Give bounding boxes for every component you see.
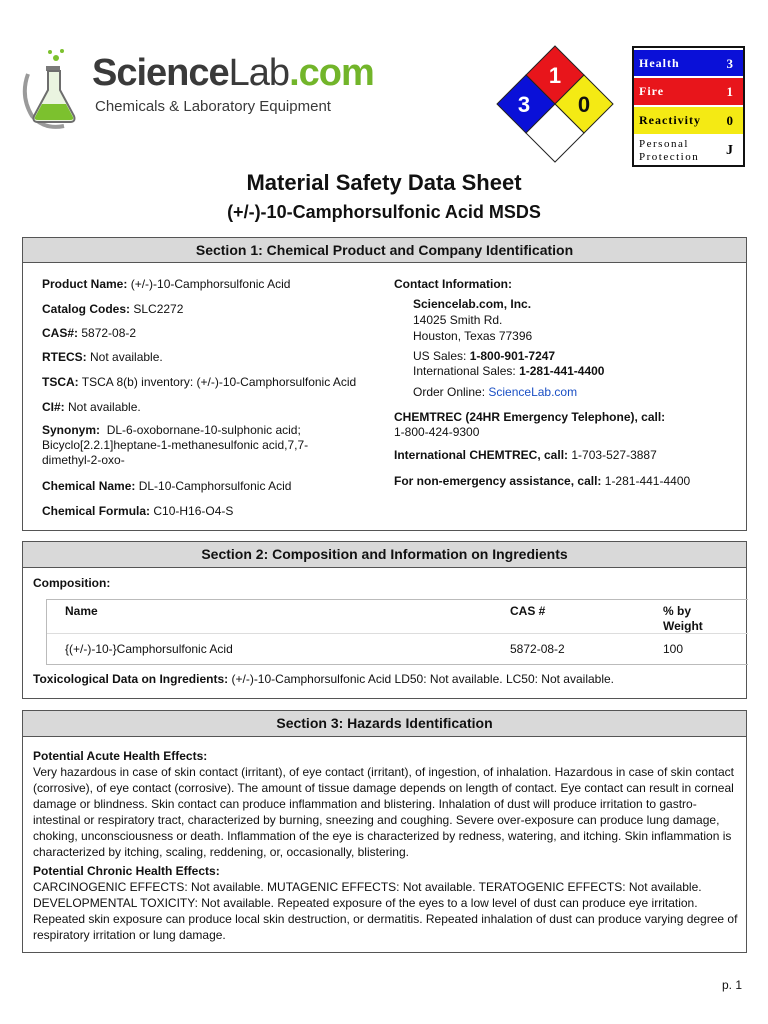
product-name-field: Product Name: (+/-)-10-Camphorsulfonic Acid bbox=[42, 277, 291, 291]
hmis-fire-value: 1 bbox=[726, 84, 733, 99]
document-title: Material Safety Data Sheet bbox=[246, 170, 522, 195]
hmis-reactivity-value: 0 bbox=[726, 113, 733, 128]
hmis-health-label: Health bbox=[639, 56, 680, 70]
order-online-field: Order Online: ScienceLab.com bbox=[413, 385, 578, 399]
hmis-personal-protection-label: Personal Protection bbox=[639, 138, 700, 163]
section-2 bbox=[22, 541, 747, 699]
hmis-label bbox=[632, 46, 745, 167]
section-1 bbox=[22, 237, 747, 531]
acute-health-effects bbox=[33, 748, 738, 860]
acute-health-effects-label: Potential Acute Health Effects: bbox=[33, 749, 208, 763]
hmis-fire-row bbox=[634, 78, 743, 105]
hmis-health-row bbox=[634, 50, 743, 76]
section-2-heading: Section 2: Composition and Information on Ingredients bbox=[23, 542, 746, 568]
nfpa-diamond bbox=[496, 44, 614, 164]
table-row-divider bbox=[47, 633, 748, 634]
contact-company: Sciencelab.com, Inc. bbox=[413, 297, 532, 311]
column-header-cas: CAS # bbox=[510, 604, 546, 618]
chronic-health-effects-text: CARCINOGENIC EFFECTS: Not available. MUTAGENIC EFFECTS: Not available. TERATOGENIC EFFECTS: Not available. DEVELOPMENTAL TOXICITY: Not available. Repeated exposure of the eyes to a low level of dust can produce eye irritation. Repeated skin exposure can produce local skin destruction, or dermatitis. Repeated inhalation of dust can produce varying degree of respiratory irritation or lung damage. bbox=[33, 880, 738, 942]
nfpa-fire-value: 1 bbox=[548, 63, 562, 88]
rtecs-field: RTECS: Not available. bbox=[42, 350, 163, 364]
cas-field: CAS#: 5872-08-2 bbox=[42, 326, 137, 340]
acute-health-effects-text: Very hazardous in case of skin contact (irritant), of eye contact (irritant), of ingestion, of inhalation. Hazardous in case of skin contact (corrosive), of eye contact (corrosive). The amount of tissue damage depends on length of contact. Eye contact can result in corneal damage or blindness. Skin contact can produce inflammation and blistering. Inhalation of dust will produce irritation to gastro-intestinal or respiratory tract, characterized by burning, sneezing and coughing. Severe over-exposure can produce lung damage, choking, unconsciousness or death. Inflammation of the eye is characterized by redness, watering, and itching. Skin inflammation is characterized by itching, scaling, reddening, or, occasionally, blistering. bbox=[33, 765, 735, 859]
chemical-name-field: Chemical Name: DL-10-Camphorsulfonic Acid bbox=[42, 479, 292, 493]
nfpa-health-value: 3 bbox=[517, 92, 531, 117]
page-number: p. 1 bbox=[722, 978, 743, 992]
section-3-heading: Section 3: Hazards Identification bbox=[23, 711, 746, 737]
table-cell-weight: 100 bbox=[663, 642, 684, 656]
composition-label: Composition: bbox=[33, 576, 111, 590]
tsca-field: TSCA: TSCA 8(b) inventory: (+/-)-10-Camphorsulfonic Acid bbox=[42, 375, 357, 389]
sciencelab-logo bbox=[18, 46, 374, 130]
section-1-heading: Section 1: Chemical Product and Company Identification bbox=[23, 238, 746, 263]
non-emergency-field: For non-emergency assistance, call: 1-281-441-4400 bbox=[394, 474, 691, 488]
chronic-health-effects-label: Potential Chronic Health Effects: bbox=[33, 864, 220, 878]
flask-icon bbox=[18, 46, 90, 130]
composition-table bbox=[46, 599, 748, 665]
hmis-reactivity-label: Reactivity bbox=[639, 113, 701, 127]
hmis-personal-protection-row bbox=[634, 136, 743, 165]
hmis-health-value: 3 bbox=[726, 56, 733, 71]
ci-field: CI#: Not available. bbox=[42, 400, 141, 414]
international-chemtrec-field: International CHEMTREC, call: 1-703-527-3887 bbox=[394, 448, 657, 462]
synonym-field: Synonym: DL-6-oxobornane-10-sulphonic acid; Bicyclo[2.2.1]heptane-1-methanesulfonic acid,7,7- dimethyl-2-oxo- bbox=[42, 423, 309, 467]
column-header-name: Name bbox=[65, 604, 98, 618]
catalog-codes-field: Catalog Codes: SLC2272 bbox=[42, 302, 184, 316]
document-subtitle: (+/-)-10-Camphorsulfonic Acid MSDS bbox=[227, 202, 541, 222]
hmis-personal-protection-value: J bbox=[726, 143, 733, 158]
table-cell-cas: 5872-08-2 bbox=[510, 642, 565, 656]
logo-wordmark: ScienceLab.com bbox=[92, 52, 374, 94]
contact-address-line-1: 14025 Smith Rd. bbox=[413, 313, 503, 327]
chronic-health-effects bbox=[33, 863, 738, 943]
international-sales-field: International Sales: 1-281-441-4400 bbox=[413, 364, 605, 378]
chemical-formula-field: Chemical Formula: C10-H16-O4-S bbox=[42, 504, 234, 518]
section-3 bbox=[22, 710, 747, 953]
contact-information-label: Contact Information: bbox=[394, 277, 512, 291]
table-cell-name: {(+/-)-10-}Camphorsulfonic Acid bbox=[65, 642, 233, 656]
order-online-link[interactable]: ScienceLab.com bbox=[488, 385, 578, 399]
hmis-reactivity-row bbox=[634, 107, 743, 134]
logo-tagline: Chemicals & Laboratory Equipment bbox=[95, 98, 331, 115]
hmis-fire-label: Fire bbox=[639, 84, 665, 98]
toxicological-data-field: Toxicological Data on Ingredients: (+/-)-10-Camphorsulfonic Acid LD50: Not available. LC50: Not available. bbox=[33, 672, 615, 686]
nfpa-reactivity-value: 0 bbox=[577, 92, 591, 117]
column-header-weight: % by Weight bbox=[663, 604, 703, 633]
chemtrec-field: CHEMTREC (24HR Emergency Telephone), call: 1-800-424-9300 bbox=[394, 410, 666, 439]
contact-address-line-2: Houston, Texas 77396 bbox=[413, 329, 533, 343]
us-sales-field: US Sales: 1-800-901-7247 bbox=[413, 349, 556, 363]
